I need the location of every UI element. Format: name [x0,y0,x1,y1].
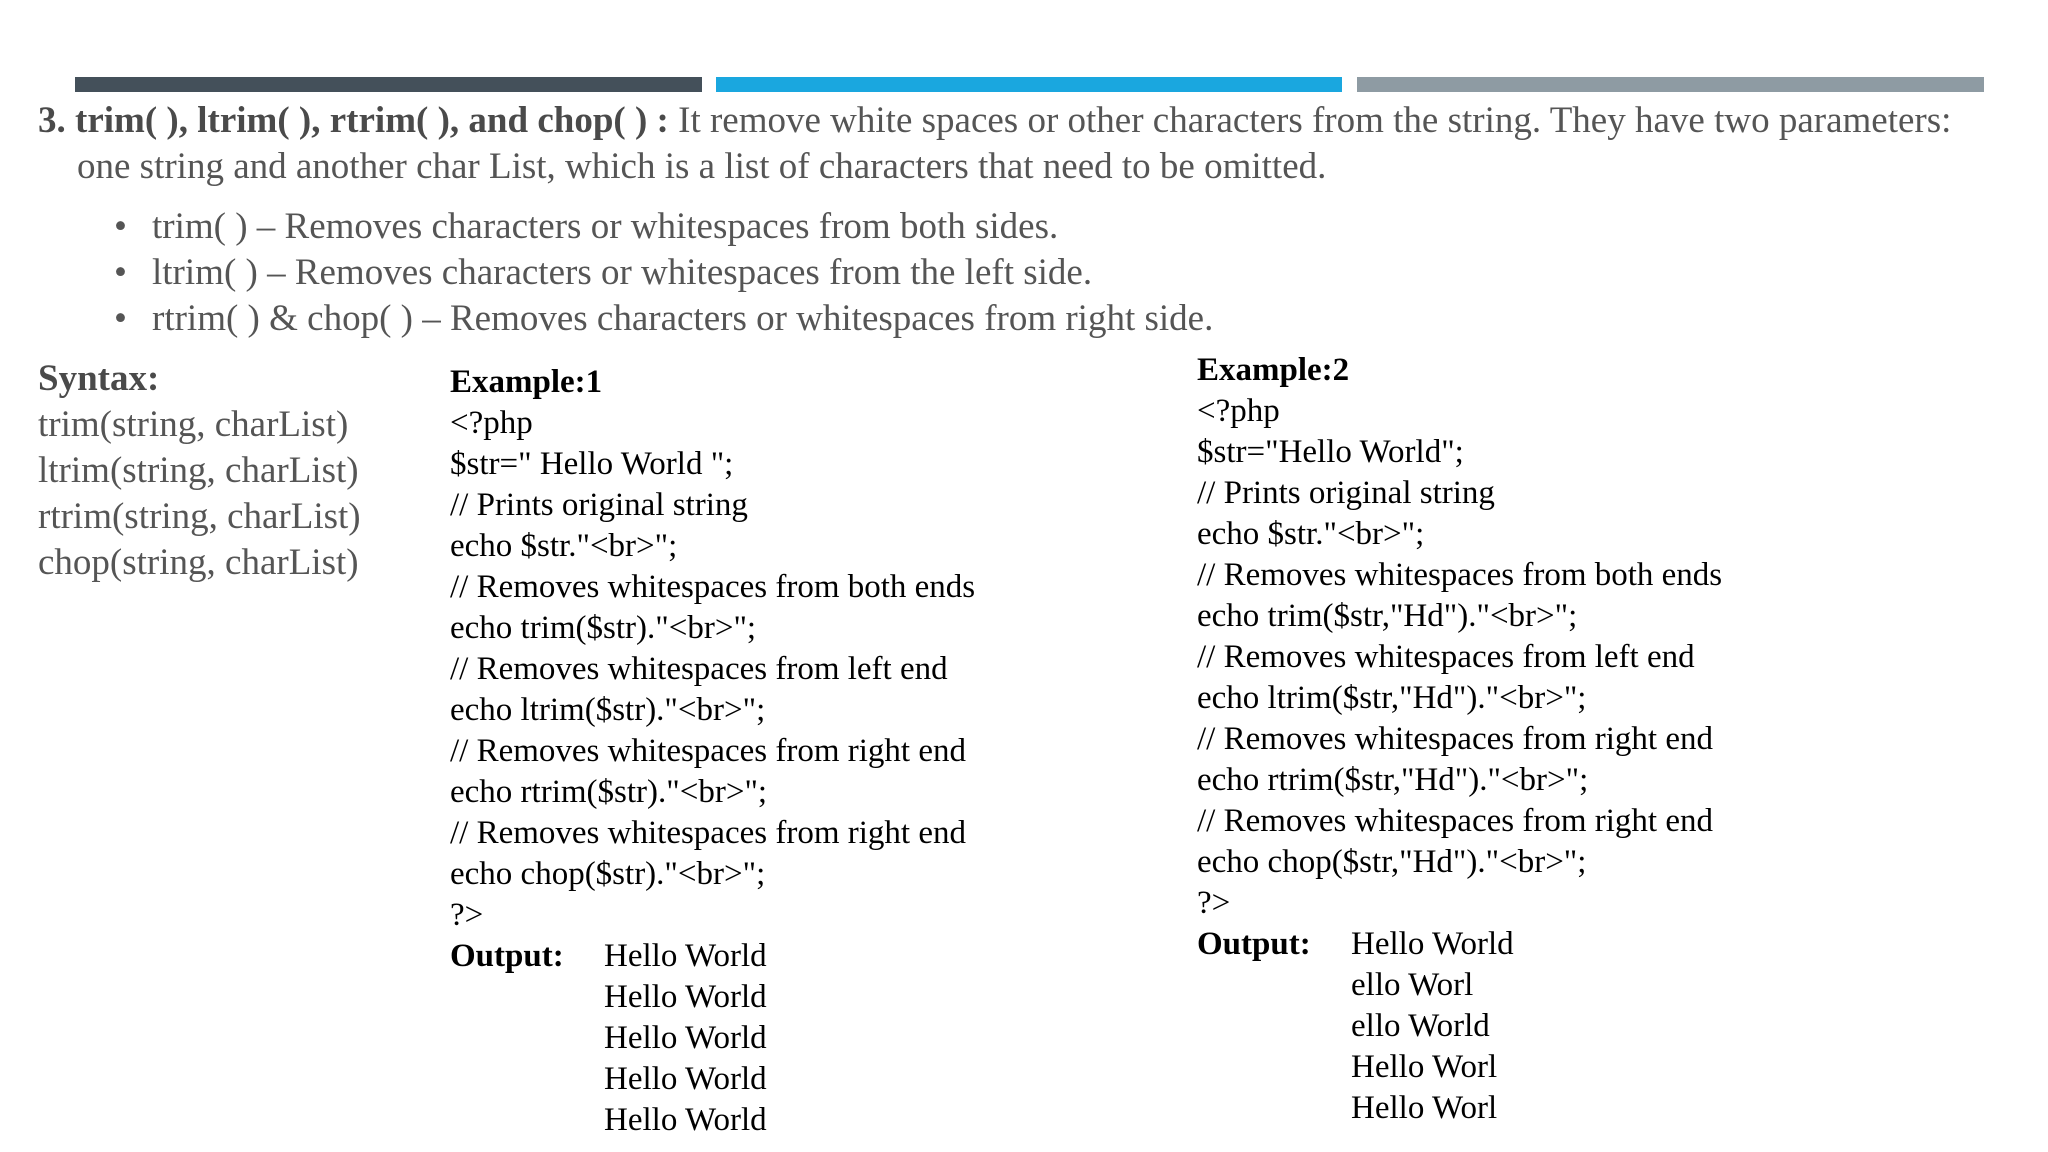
bullet-item [114,204,1213,250]
bullet-dot-icon: • [114,252,127,293]
output-line: Hello World [604,1102,767,1138]
code-line: <?php [1197,393,1280,429]
output-label: Output: [1197,926,1311,962]
output-line: Hello World [604,1061,767,1097]
section-heading [38,98,2048,190]
code-line: echo rtrim($str)."<br>"; [450,774,768,810]
output-lines [604,936,767,1141]
code-line: // Removes whitespaces from right end [450,815,966,851]
syntax-line: ltrim(string, charList) [38,450,359,491]
heading-line1 [38,98,2048,144]
code-line: <?php [450,405,533,441]
heading-text-1: It remove white spaces or other characters from the string. They have two parameters: [668,100,1952,141]
code-line: echo chop($str)."<br>"; [450,856,766,892]
code-line: echo $str."<br>"; [1197,516,1425,552]
syntax-line: chop(string, charList) [38,542,359,583]
bullet-text: rtrim( ) & chop( ) – Removes characters or whitespaces from right side. [152,298,1214,339]
bullet-list [114,204,1213,342]
bullet-dot-icon: • [114,298,127,339]
example-2-title: Example:2 [1197,352,1350,388]
bullet-dot-icon: • [114,206,127,247]
code-line: echo chop($str,"Hd")."<br>"; [1197,844,1587,880]
bullet-item [114,250,1213,296]
bullet-text: ltrim( ) – Removes characters or whitespaces from the left side. [152,252,1093,293]
header-bar-blue [716,77,1342,92]
example-1-title: Example:1 [450,364,603,400]
code-line: echo $str."<br>"; [450,528,678,564]
output-line: Hello Worl [1351,1049,1498,1085]
code-line: // Removes whitespaces from right end [1197,803,1713,839]
heading-lead: 3. trim( ), ltrim( ), rtrim( ), and chop( ) : [38,100,669,141]
code-line: // Removes whitespaces from right end [450,733,966,769]
code-line: echo ltrim($str)."<br>"; [450,692,766,728]
header-bar-gray [1357,77,1984,92]
code-line: // Prints original string [450,487,748,523]
output-line: Hello World [604,979,767,1015]
code-line: echo ltrim($str,"Hd")."<br>"; [1197,680,1587,716]
code-line: // Removes whitespaces from right end [1197,721,1713,757]
syntax-block [38,356,361,586]
example-2 [1197,350,1722,1129]
syntax-line: trim(string, charList) [38,404,349,445]
code-line: $str="Hello World"; [1197,434,1464,470]
example-2-output [1197,924,1722,1129]
code-line: ?> [450,897,484,933]
output-label: Output: [450,938,564,974]
code-line: // Removes whitespaces from both ends [1197,557,1723,593]
output-line: ello Worl [1351,967,1474,1003]
output-line: ello World [1351,1008,1490,1044]
code-line: // Removes whitespaces from both ends [450,569,976,605]
code-line: ?> [1197,885,1231,921]
heading-text-2: one string and another char List, which is a list of characters that need to be omitted. [77,146,1327,187]
bullet-text: trim( ) – Removes characters or whitespaces from both sides. [152,206,1059,247]
output-lines [1351,924,1514,1129]
output-line: Hello World [604,938,767,974]
code-line: $str=" Hello World "; [450,446,734,482]
output-line: Hello World [604,1020,767,1056]
syntax-line: rtrim(string, charList) [38,496,361,537]
code-line: echo rtrim($str,"Hd")."<br>"; [1197,762,1589,798]
example-1 [450,362,975,1141]
code-line: echo trim($str,"Hd")."<br>"; [1197,598,1578,634]
syntax-title: Syntax: [38,358,160,399]
header-bar-dark [75,77,702,92]
code-line: // Removes whitespaces from left end [1197,639,1695,675]
code-line: echo trim($str)."<br>"; [450,610,757,646]
code-line: // Removes whitespaces from left end [450,651,948,687]
code-line: // Prints original string [1197,475,1495,511]
bullet-item [114,296,1213,342]
output-line: Hello Worl [1351,1090,1498,1126]
example-1-output [450,936,975,1141]
output-line: Hello World [1351,926,1514,962]
